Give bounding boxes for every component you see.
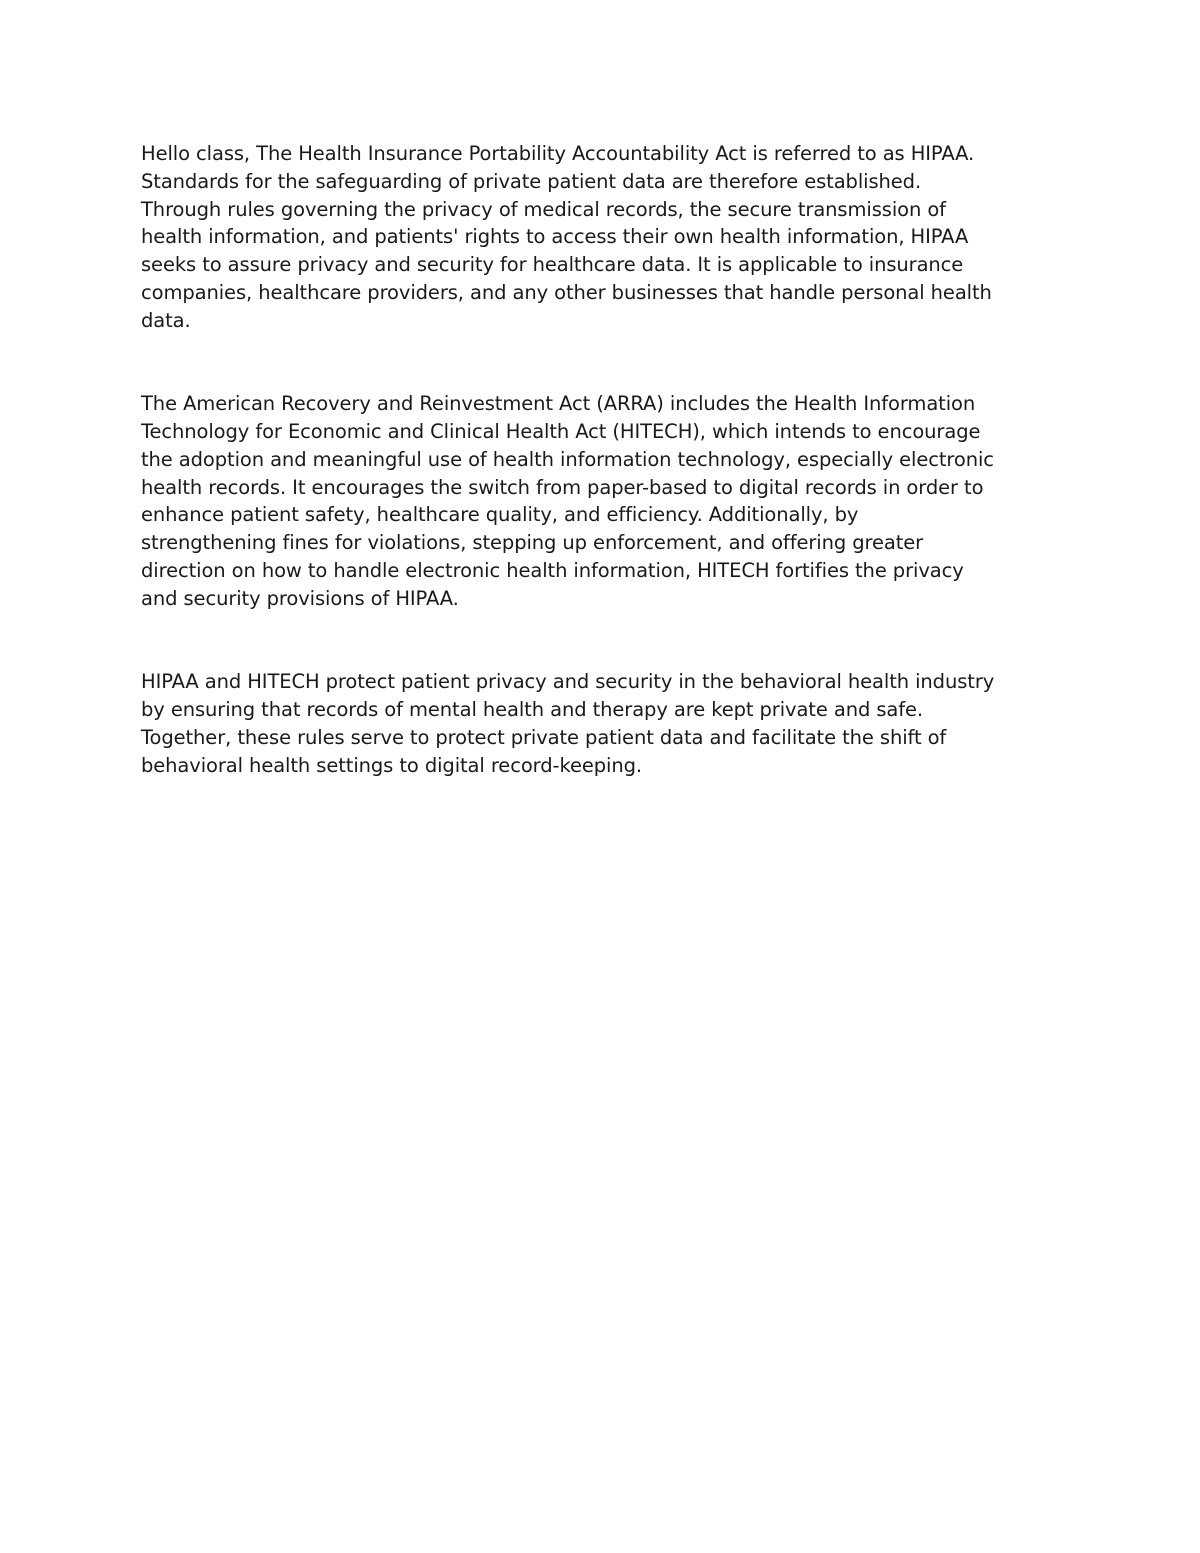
- text-line: Technology for Economic and Clinical Health Act (HITECH), which intends to encourage: [141, 419, 981, 443]
- text-line: and security provisions of HIPAA.: [141, 586, 459, 610]
- paragraph-hitech-overview: [141, 390, 1066, 612]
- text-line: enhance patient safety, healthcare quality, and efficiency. Additionally, by: [141, 503, 859, 527]
- text-line: behavioral health settings to digital record-keeping.: [141, 753, 642, 777]
- text-line: direction on how to handle electronic health information, HITECH fortifies the privacy: [141, 558, 964, 582]
- paragraph-behavioral-health: [141, 668, 1066, 779]
- text-line: Together, these rules serve to protect private patient data and facilitate the shift of: [141, 725, 947, 749]
- text-line: The American Recovery and Reinvestment Act (ARRA) includes the Health Information: [141, 392, 976, 416]
- text-line: data.: [141, 308, 191, 332]
- text-line: HIPAA and HITECH protect patient privacy and security in the behavioral health industry: [141, 670, 995, 694]
- text-line: Through rules governing the privacy of medical records, the secure transmission of: [141, 197, 946, 221]
- text-line: the adoption and meaningful use of health information technology, especially electronic: [141, 447, 994, 471]
- text-line: seeks to assure privacy and security for healthcare data. It is applicable to insurance: [141, 253, 964, 277]
- text-line: health records. It encourages the switch from paper-based to digital records in order to: [141, 475, 984, 499]
- text-line: Standards for the safeguarding of private patient data are therefore established.: [141, 169, 922, 193]
- text-line: by ensuring that records of mental health and therapy are kept private and safe.: [141, 697, 924, 721]
- text-line: strengthening fines for violations, stepping up enforcement, and offering greater: [141, 531, 924, 555]
- text-line: companies, healthcare providers, and any other businesses that handle personal health: [141, 280, 992, 304]
- document-body: [141, 140, 1066, 779]
- text-line: Hello class, The Health Insurance Portability Accountability Act is referred to as HIPAA.: [141, 142, 975, 165]
- text-line: health information, and patients' rights to access their own health information, HIPAA: [141, 225, 969, 249]
- paragraph-hipaa-overview: [141, 140, 1066, 335]
